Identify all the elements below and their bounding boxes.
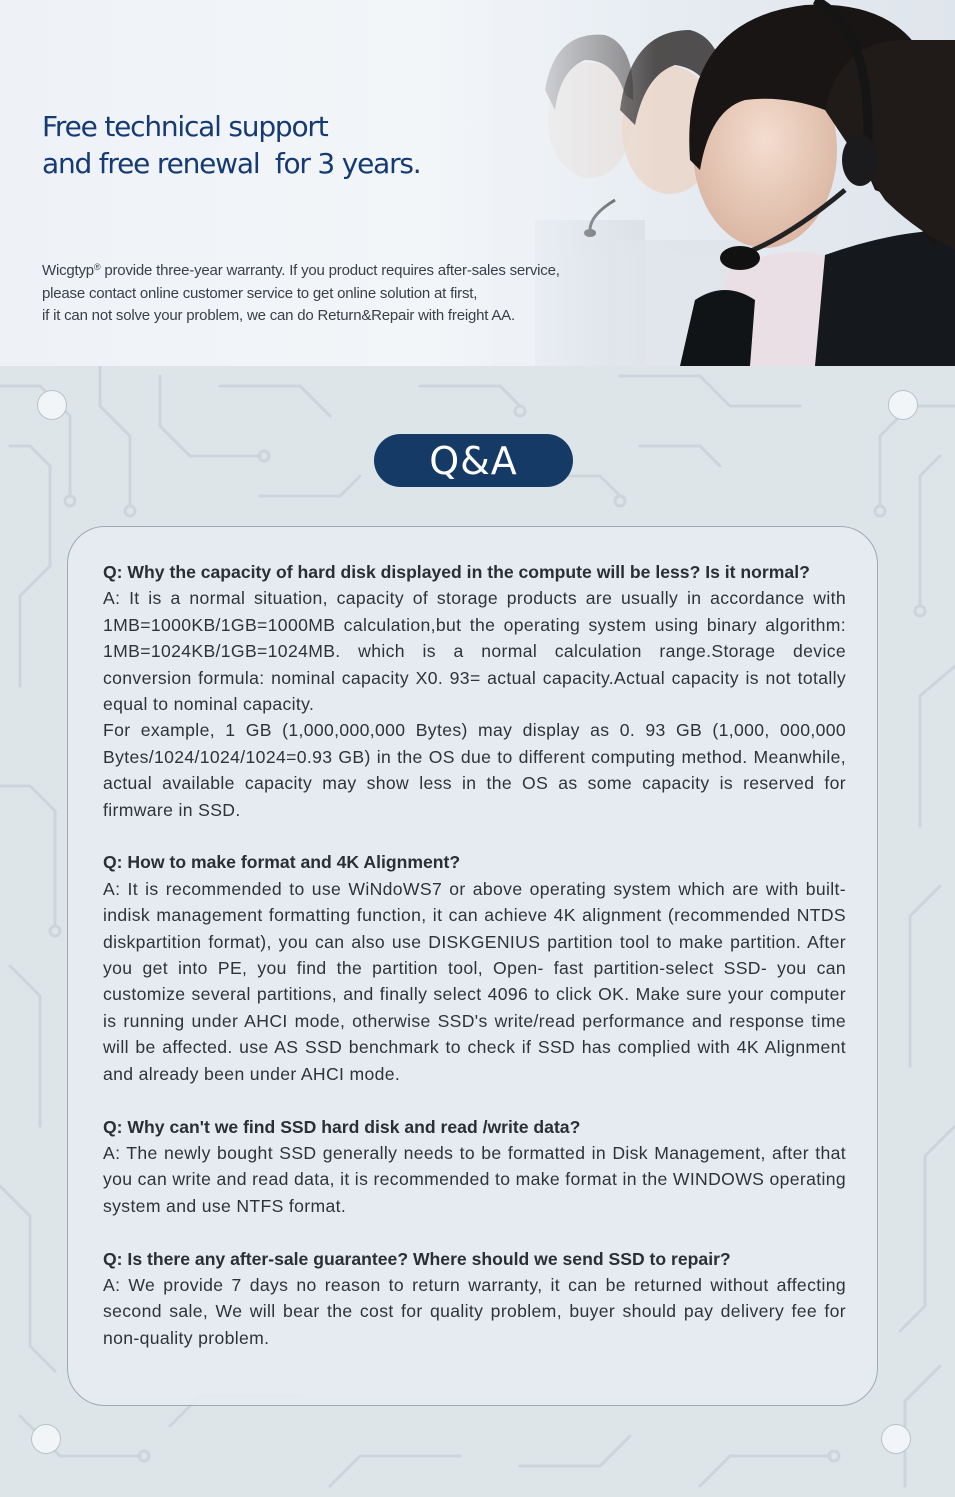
qa-question: Q: How to make format and 4K Alignment? bbox=[103, 852, 461, 873]
qa-item-after-sale bbox=[103, 1246, 846, 1352]
hero-banner bbox=[0, 0, 955, 366]
support-agents-illustration bbox=[495, 0, 955, 366]
qa-answer-paragraph: A: The newly bought SSD generally needs to be formatted in Disk Management, after that you can write and read data, it is recommended to make format in the WINDOWS operating system and use NTFS format. bbox=[103, 1142, 846, 1216]
qa-section bbox=[0, 366, 955, 1497]
qa-question: Q: Why can't we find SSD hard disk and read /write data? bbox=[103, 1116, 581, 1137]
qa-answer bbox=[103, 1272, 846, 1351]
warranty-description bbox=[42, 256, 560, 328]
brand-name: Wicgtyp bbox=[42, 262, 94, 279]
qa-answer-paragraph: A: It is a normal situation, capacity of storage products are usually in accordance with 1MB=1000KB/1GB=1000MB calculation,but the operating system using binary algorithm: 1MB=1024KB/1GB=1024MB. which is a normal calculation range.Storage device conversion formula: nominal capacity X0. 93= actual capacity.Actual capacity is not totally equal to nominal capacity. bbox=[103, 588, 846, 715]
corner-dot-bottom-right bbox=[881, 1424, 911, 1454]
qa-answer bbox=[103, 585, 846, 823]
corner-dot-bottom-left bbox=[31, 1424, 61, 1454]
qa-item-capacity bbox=[103, 559, 846, 823]
qa-card bbox=[67, 526, 878, 1406]
qa-answer bbox=[103, 876, 846, 1087]
qa-heading-badge: Q&A bbox=[374, 434, 573, 487]
hero-title-line-1: Free technical support bbox=[42, 110, 328, 143]
warranty-line-1-text: provide three-year warranty. If you product requires after-sales service, bbox=[100, 262, 560, 279]
qa-question: Q: Why the capacity of hard disk displayed in the compute will be less? Is it normal? bbox=[103, 562, 810, 582]
qa-list bbox=[103, 559, 846, 1378]
qa-answer-paragraph: For example, 1 GB (1,000,000,000 Bytes) may display as 0. 93 GB (1,000, 000,000 Bytes/1024/1024/1024=0.93 GB) in the OS due to different computing method. Meanwhile, actual available capacity may show less in the OS as some capacity is reserved for firmware in SSD. bbox=[103, 720, 846, 820]
corner-dot-top-left bbox=[37, 390, 67, 420]
hero-title bbox=[42, 108, 421, 182]
qa-answer bbox=[103, 1140, 846, 1219]
qa-item-find-ssd bbox=[103, 1114, 846, 1220]
warranty-line-3: if it can not solve your problem, we can do Return&Repair with freight AA. bbox=[42, 307, 515, 324]
hero-title-line-2: and free renewal for 3 years. bbox=[42, 147, 421, 180]
warranty-line-2: please contact online customer service to get online solution at first, bbox=[42, 284, 478, 302]
corner-dot-top-right bbox=[888, 390, 918, 420]
warranty-line-1 bbox=[42, 256, 560, 283]
qa-question: Q: Is there any after-sale guarantee? Where should we send SSD to repair? bbox=[103, 1248, 731, 1269]
registered-mark: ® bbox=[93, 262, 101, 272]
qa-answer-paragraph: A: We provide 7 days no reason to return warranty, it can be returned without affecting second sale, We will bear the cost for quality problem, buyer should pay delivery fee for non-quality problem. bbox=[103, 1274, 846, 1348]
qa-item-4k-alignment bbox=[103, 849, 846, 1087]
qa-answer-paragraph: A: It is recommended to use WiNdoWS7 or above operating system which are with built-indisk management formatting function, it can achieve 4K alignment (recommended NTDS diskpartition format), you can also use DISKGENIUS partition tool to make partition. After you get into PE, you find the partition tool, Open- fast partition-select SSD- you can customize several partitions, and finally select 4096 to click OK. Make sure your computer is running under AHCI mode, otherwise SSD's write/read performance and response time will be affected. use AS SSD benchmark to check if SSD has complied with 4K Alignment and already been under AHCI mode. bbox=[103, 878, 846, 1084]
